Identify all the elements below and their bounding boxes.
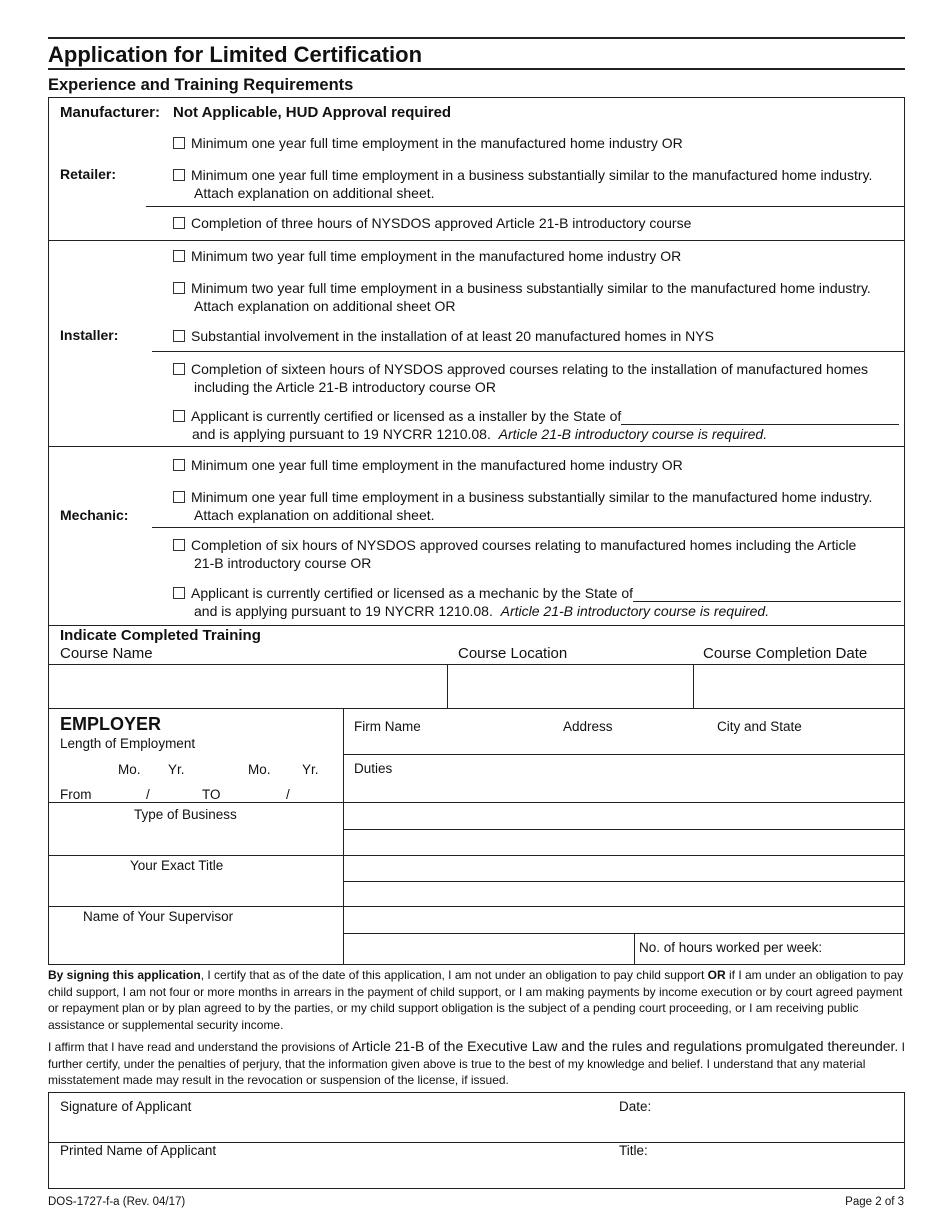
checkbox[interactable] bbox=[173, 363, 185, 375]
date-slash: / bbox=[146, 787, 150, 802]
col-course-location: Course Location bbox=[458, 645, 568, 662]
divider bbox=[343, 829, 905, 830]
state-blank[interactable] bbox=[633, 589, 901, 602]
divider bbox=[48, 906, 905, 907]
checkbox[interactable] bbox=[173, 539, 185, 551]
divider bbox=[48, 240, 905, 241]
mechanic-option-4[interactable]: Applicant is currently certified or licensed as a mechanic by the State of and is applying pursuant to 19 NYCRR 1210.08. Article 21-B introductory course is required. bbox=[173, 584, 901, 620]
checkbox[interactable] bbox=[173, 137, 185, 149]
manufacturer-text: Not Applicable, HUD Approval required bbox=[173, 104, 452, 121]
divider bbox=[634, 933, 635, 965]
retailer-option-2[interactable]: Minimum one year full time employment in a business substantially similar to the manufactured home industry. Attach explanation on additional sheet. bbox=[173, 166, 872, 202]
retailer-label: Retailer: bbox=[60, 166, 117, 182]
col-course-name: Course Name bbox=[60, 645, 153, 662]
manufacturer-label: Manufacturer: bbox=[60, 104, 161, 121]
course-name-field[interactable] bbox=[49, 665, 446, 707]
month-label: Mo. bbox=[118, 762, 141, 777]
title-rule bbox=[48, 68, 905, 70]
checkbox[interactable] bbox=[173, 330, 185, 342]
date-field[interactable] bbox=[655, 1099, 895, 1139]
col-course-date: Course Completion Date bbox=[703, 645, 868, 662]
firm-name-label: Firm Name bbox=[354, 719, 421, 734]
duties-label: Duties bbox=[354, 761, 393, 776]
mechanic-option-3[interactable]: Completion of six hours of NYSDOS approved courses relating to manufactured homes including the Article 21-B introductory course OR bbox=[173, 536, 856, 572]
from-label: From bbox=[60, 787, 92, 802]
divider bbox=[48, 855, 905, 856]
title-label: Title: bbox=[619, 1143, 648, 1158]
checkbox[interactable] bbox=[173, 217, 185, 229]
divider bbox=[48, 802, 905, 803]
checkbox[interactable] bbox=[173, 587, 185, 599]
city-state-label: City and State bbox=[717, 719, 802, 734]
checkbox[interactable] bbox=[173, 282, 185, 294]
divider bbox=[343, 881, 905, 882]
date-label: Date: bbox=[619, 1099, 652, 1114]
affirmation-statement: I affirm that I have read and understand the provisions of Article 21-B of the Executive Law and the rules and regulations promulgated thereunder. I further certify, under the penalties of perjury, that the information given above is true to the best of my knowledge and belief. I understand that any material misstatement made may result in the revocation or suspension of the license, if issued. bbox=[48, 1038, 905, 1087]
divider bbox=[48, 446, 905, 447]
training-heading: Indicate Completed Training bbox=[60, 627, 261, 644]
mechanic-option-1[interactable]: Minimum one year full time employment in the manufactured home industry OR bbox=[173, 456, 683, 474]
signature-field[interactable] bbox=[60, 1116, 600, 1140]
type-of-business-label: Type of Business bbox=[134, 807, 237, 822]
length-of-employment-label: Length of Employment bbox=[60, 736, 196, 751]
installer-option-1[interactable]: Minimum two year full time employment in the manufactured home industry OR bbox=[173, 247, 681, 265]
retailer-option-1[interactable]: Minimum one year full time employment in the manufactured home industry OR bbox=[173, 134, 683, 152]
divider bbox=[152, 527, 905, 528]
course-location-field[interactable] bbox=[448, 665, 692, 707]
state-blank[interactable] bbox=[621, 412, 899, 425]
checkbox[interactable] bbox=[173, 491, 185, 503]
mechanic-label: Mechanic: bbox=[60, 507, 129, 523]
course-date-field[interactable] bbox=[694, 665, 903, 707]
title-field[interactable] bbox=[655, 1143, 895, 1187]
installer-option-3[interactable]: Substantial involvement in the installation of at least 20 manufactured homes in NYS bbox=[173, 327, 714, 345]
hours-per-week-label: No. of hours worked per week: bbox=[639, 940, 823, 955]
top-rule bbox=[48, 37, 905, 39]
checkbox[interactable] bbox=[173, 169, 185, 181]
printed-name-label: Printed Name of Applicant bbox=[60, 1143, 217, 1158]
mechanic-option-2[interactable]: Minimum one year full time employment in a business substantially similar to the manufactured home industry. Attach explanation on additional sheet. bbox=[173, 488, 872, 524]
retailer-option-3[interactable]: Completion of three hours of NYSDOS approved Article 21-B introductory course bbox=[173, 214, 691, 232]
divider bbox=[904, 626, 905, 708]
form-id: DOS-1727-f-a (Rev. 04/17) bbox=[48, 1196, 186, 1208]
divider bbox=[146, 206, 905, 207]
supervisor-label: Name of Your Supervisor bbox=[83, 909, 234, 924]
month-label: Mo. bbox=[248, 762, 271, 777]
installer-option-2[interactable]: Minimum two year full time employment in a business substantially similar to the manufactured home industry. Attach explanation on additional sheet OR bbox=[173, 279, 871, 315]
child-support-statement: By signing this application, I certify that as of the date of this application, I am not under an obligation to pay child support OR if I am under an obligation to pay child support, I am not four or more months in arrears in the payment of child support, or I am making payments by income execution or by court agreed payment or repayment plan or by plan agreed to by the parties, or my child support obligation is the subject of a pending court proceeding, or I am receiving public assistance or supplemental security income. bbox=[48, 968, 904, 1032]
page-title: Application for Limited Certification bbox=[48, 42, 423, 67]
checkbox[interactable] bbox=[173, 459, 185, 471]
divider bbox=[152, 351, 905, 352]
installer-option-5[interactable]: Applicant is currently certified or licensed as a installer by the State of and is applying pursuant to 19 NYCRR 1210.08. Article 21-B introductory course is required. bbox=[173, 407, 899, 443]
address-label: Address bbox=[563, 719, 613, 734]
divider bbox=[343, 933, 905, 934]
year-label: Yr. bbox=[168, 762, 185, 777]
signature-label: Signature of Applicant bbox=[60, 1099, 192, 1114]
page-number: Page 2 of 3 bbox=[845, 1196, 904, 1208]
section-title: Experience and Training Requirements bbox=[48, 76, 354, 94]
checkbox[interactable] bbox=[173, 410, 185, 422]
divider bbox=[343, 708, 344, 965]
to-label: TO bbox=[202, 787, 221, 802]
divider bbox=[343, 754, 905, 755]
date-slash: / bbox=[286, 787, 290, 802]
printed-name-field[interactable] bbox=[60, 1160, 600, 1186]
checkbox[interactable] bbox=[173, 250, 185, 262]
year-label: Yr. bbox=[302, 762, 319, 777]
employer-heading: EMPLOYER bbox=[60, 714, 162, 734]
exact-title-label: Your Exact Title bbox=[130, 858, 224, 873]
installer-label: Installer: bbox=[60, 327, 119, 343]
installer-option-4[interactable]: Completion of sixteen hours of NYSDOS approved courses relating to the installation of manufactured homes including the Article 21-B introductory course OR bbox=[173, 360, 868, 396]
